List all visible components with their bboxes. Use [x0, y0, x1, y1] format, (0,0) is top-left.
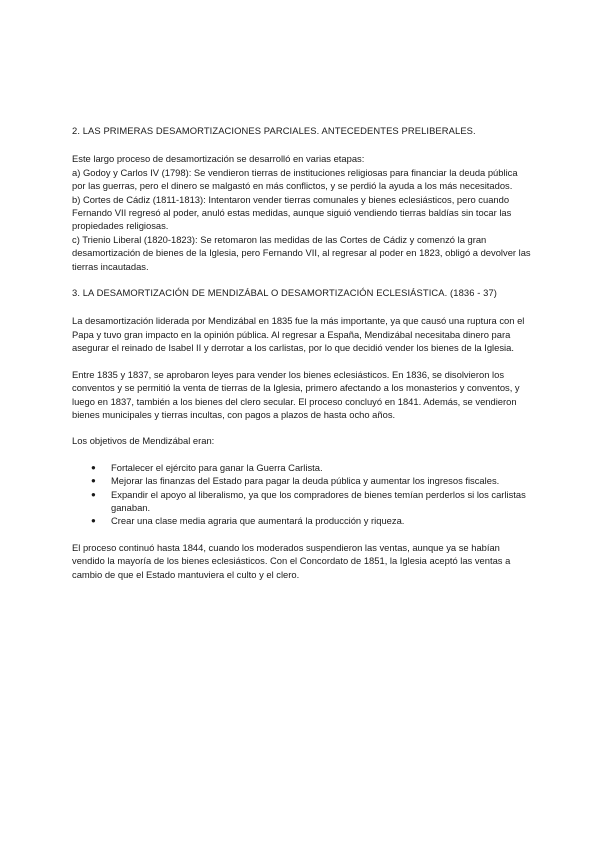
list-item: [91, 488, 532, 515]
section-2-item-trienio: c) Trienio Liberal (1820-1823): Se retomaron las medidas de las Cortes de Cádiz y comenzó la gran desamortización de bienes de la Iglesia, pero Fernando VII, al regresar al poder en 1823, obligó a devolver las tierras incautadas.: [72, 233, 531, 272]
list-item: [91, 474, 532, 487]
bullet-icon: ●: [91, 462, 96, 472]
section-3-heading: 3. LA DESAMORTIZACIÓN DE MENDIZÁBAL O DESAMORTIZACIÓN ECLESIÁSTICA. (1836 - 37): [72, 287, 498, 299]
section-2-item-godoy: a) Godoy y Carlos IV (1798): Se vendieron tierras de instituciones religiosas para financiar la deuda pública por las guerras, pero el dinero se malgastó en más conflictos, y se perdió la ayuda a los más necesitados.: [72, 166, 518, 192]
bullet-icon: ●: [91, 476, 96, 486]
objective-text: Fortalecer el ejército para ganar la Guerra Carlista.: [111, 461, 323, 473]
section-2-intro: Este largo proceso de desamortización se desarrolló en varias etapas:: [72, 153, 365, 165]
bullet-icon: ●: [91, 516, 96, 526]
list-item: [91, 514, 532, 527]
objective-text: Expandir el apoyo al liberalismo, ya que los compradores de bienes temían perderlos si los carlistas ganaban.: [111, 488, 526, 513]
section-3-paragraph-3: El proceso continuó hasta 1844, cuando los moderados suspendieron las ventas, aunque ya se habían vendido la mayoría de los bienes eclesiásticos. Con el Concordato de 1851, la Iglesia aceptó las ventas a cambio de que el Estado mantuviera el culto y el clero.: [72, 541, 511, 580]
section-2-body: [72, 152, 532, 273]
bullet-icon: ●: [91, 489, 96, 499]
section-3-paragraph-2: Entre 1835 y 1837, se aprobaron leyes para vender los bienes eclesiásticos. En 1836, se disolvieron los conventos y se permitió la venta de tierras de la Iglesia, primero afectando a los monasterios y conventos, y luego en 1837, también a los bienes del clero secular. El proceso concluyó en 1841. Además, se vendieron bienes municipales y tierras incultas, con pagos a plazos de hasta ocho años.: [72, 368, 520, 420]
section-2-item-cortes: b) Cortes de Cádiz (1811-1813): Intentaron vender tierras comunales y bienes eclesiásticos, pero cuando Fernando VII regresó al poder, anuló estas medidas, aunque siguió vendiendo tierras baldías sin tocar las propiedades religiosas.: [72, 193, 512, 232]
objectives-list: [72, 461, 532, 528]
objective-text: Mejorar las finanzas del Estado para pagar la deuda pública y aumentar los ingresos fiscales.: [111, 475, 500, 487]
section-2-heading: 2. LAS PRIMERAS DESAMORTIZACIONES PARCIALES. ANTECEDENTES PRELIBERALES.: [72, 125, 476, 136]
objectives-intro: Los objetivos de Mendizábal eran:: [72, 435, 215, 447]
objective-text: Crear una clase media agraria que aumentará la producción y riqueza.: [111, 515, 405, 527]
section-3-paragraph-1: La desamortización liderada por Mendizábal en 1835 fue la más importante, ya que causó una ruptura con el Papa y tuvo gran impacto en la opinión pública. Al regresar a España, Mendizábal necesitaba dinero para asegurar el reinado de Isabel II y derrotar a los carlistas, por lo que decidió vender los bienes de la Iglesia.: [72, 315, 525, 354]
document-page: [72, 124, 532, 594]
list-item: [91, 461, 532, 474]
